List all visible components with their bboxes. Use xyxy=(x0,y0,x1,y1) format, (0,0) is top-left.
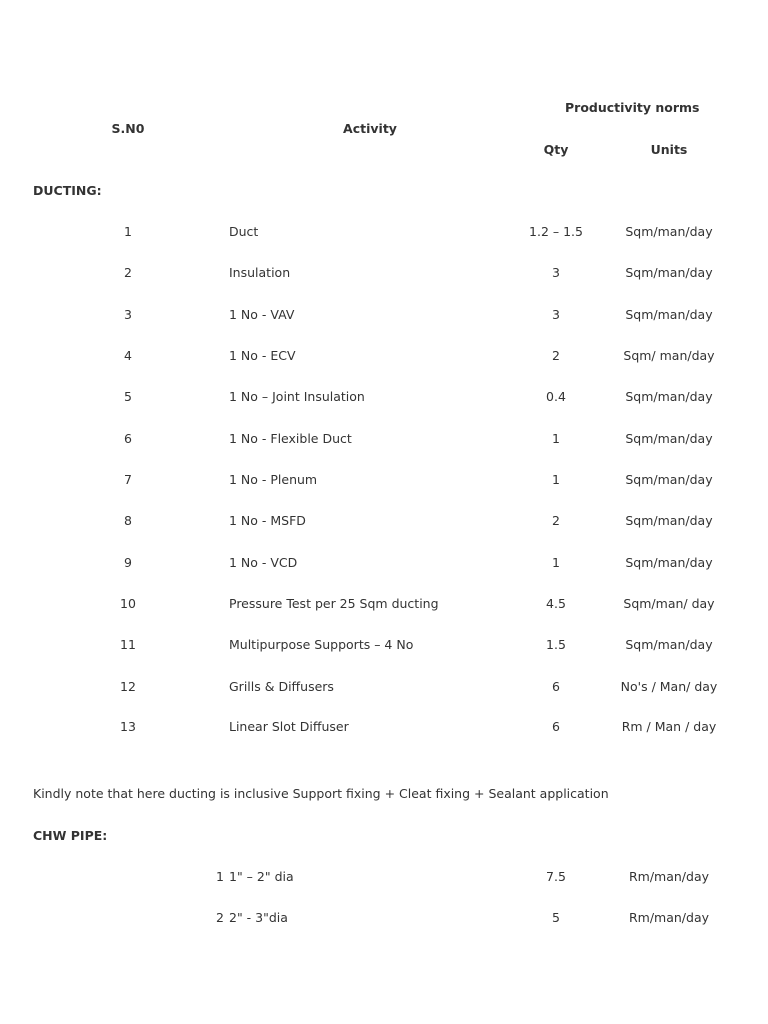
row-sno: 10 xyxy=(120,596,136,611)
row-sno: 2 xyxy=(124,265,132,280)
row-sno: 12 xyxy=(120,679,136,694)
row-sno: 3 xyxy=(124,307,132,322)
row-qty: 7.5 xyxy=(546,869,566,884)
row-units: Rm/man/day xyxy=(628,910,710,925)
row-activity: 1 No - VAV xyxy=(229,307,295,322)
row-activity: Duct xyxy=(229,224,259,239)
row-units: Sqm/man/day xyxy=(625,555,713,570)
row-units: Sqm/man/day xyxy=(625,224,713,239)
row-qty: 4.5 xyxy=(546,596,566,611)
activity-header: Activity xyxy=(343,121,397,136)
row-activity: Insulation xyxy=(229,265,291,280)
row-units: Sqm/man/day xyxy=(625,513,713,528)
row-activity: Grills & Diffusers xyxy=(229,679,334,694)
row-sno: 1 xyxy=(216,869,224,884)
row-qty: 1.5 xyxy=(546,637,566,652)
row-activity: 1 No - Flexible Duct xyxy=(229,431,352,446)
row-units: Sqm/man/ day xyxy=(623,596,715,611)
row-sno: 5 xyxy=(124,389,132,404)
row-sno: 2 xyxy=(216,910,224,925)
row-activity: 1 No - Plenum xyxy=(229,472,318,487)
row-qty: 1 xyxy=(552,431,560,446)
row-units: Sqm/man/day xyxy=(625,389,713,404)
row-units: No's / Man/ day xyxy=(620,679,718,694)
ducting-section-title: DUCTING: xyxy=(33,183,102,198)
row-activity: Pressure Test per 25 Sqm ducting xyxy=(229,596,439,611)
row-sno: 1 xyxy=(124,224,132,239)
row-qty: 1.2 – 1.5 xyxy=(529,224,583,239)
row-activity: 1" – 2" dia xyxy=(229,869,294,884)
row-qty: 6 xyxy=(552,719,560,734)
row-activity: 1 No - ECV xyxy=(229,348,296,363)
row-units: Sqm/man/day xyxy=(625,307,713,322)
row-units: Sqm/man/day xyxy=(625,472,713,487)
row-qty: 3 xyxy=(552,307,560,322)
row-qty: 1 xyxy=(552,555,560,570)
qty-header: Qty xyxy=(543,142,569,157)
units-header: Units xyxy=(650,142,688,157)
row-activity: Multipurpose Supports – 4 No xyxy=(229,637,414,652)
row-activity: 2" - 3"dia xyxy=(229,910,288,925)
row-sno: 11 xyxy=(120,637,136,652)
row-units: Sqm/man/day xyxy=(625,265,713,280)
sno-header: S.N0 xyxy=(111,121,145,136)
productivity-norms-header: Productivity norms xyxy=(565,100,700,115)
row-qty: 6 xyxy=(552,679,560,694)
row-units: Sqm/man/day xyxy=(625,637,713,652)
row-units: Rm / Man / day xyxy=(621,719,717,734)
row-activity: Linear Slot Diffuser xyxy=(229,719,349,734)
row-activity: 1 No - VCD xyxy=(229,555,298,570)
row-sno: 4 xyxy=(124,348,132,363)
row-activity: 1 No - MSFD xyxy=(229,513,306,528)
row-sno: 6 xyxy=(124,431,132,446)
chw-section-title: CHW PIPE: xyxy=(33,828,108,843)
row-qty: 1 xyxy=(552,472,560,487)
row-qty: 3 xyxy=(552,265,560,280)
row-units: Rm/man/day xyxy=(628,869,710,884)
row-sno: 13 xyxy=(120,719,136,734)
row-qty: 5 xyxy=(552,910,560,925)
ducting-note: Kindly note that here ducting is inclusive Support fixing + Cleat fixing + Sealant application xyxy=(33,786,609,801)
row-qty: 2 xyxy=(552,513,560,528)
row-sno: 8 xyxy=(124,513,132,528)
row-sno: 7 xyxy=(124,472,132,487)
row-qty: 0.4 xyxy=(546,389,566,404)
row-activity: 1 No – Joint Insulation xyxy=(229,389,365,404)
row-qty: 2 xyxy=(552,348,560,363)
row-units: Sqm/ man/day xyxy=(623,348,715,363)
row-units: Sqm/man/day xyxy=(625,431,713,446)
row-sno: 9 xyxy=(124,555,132,570)
